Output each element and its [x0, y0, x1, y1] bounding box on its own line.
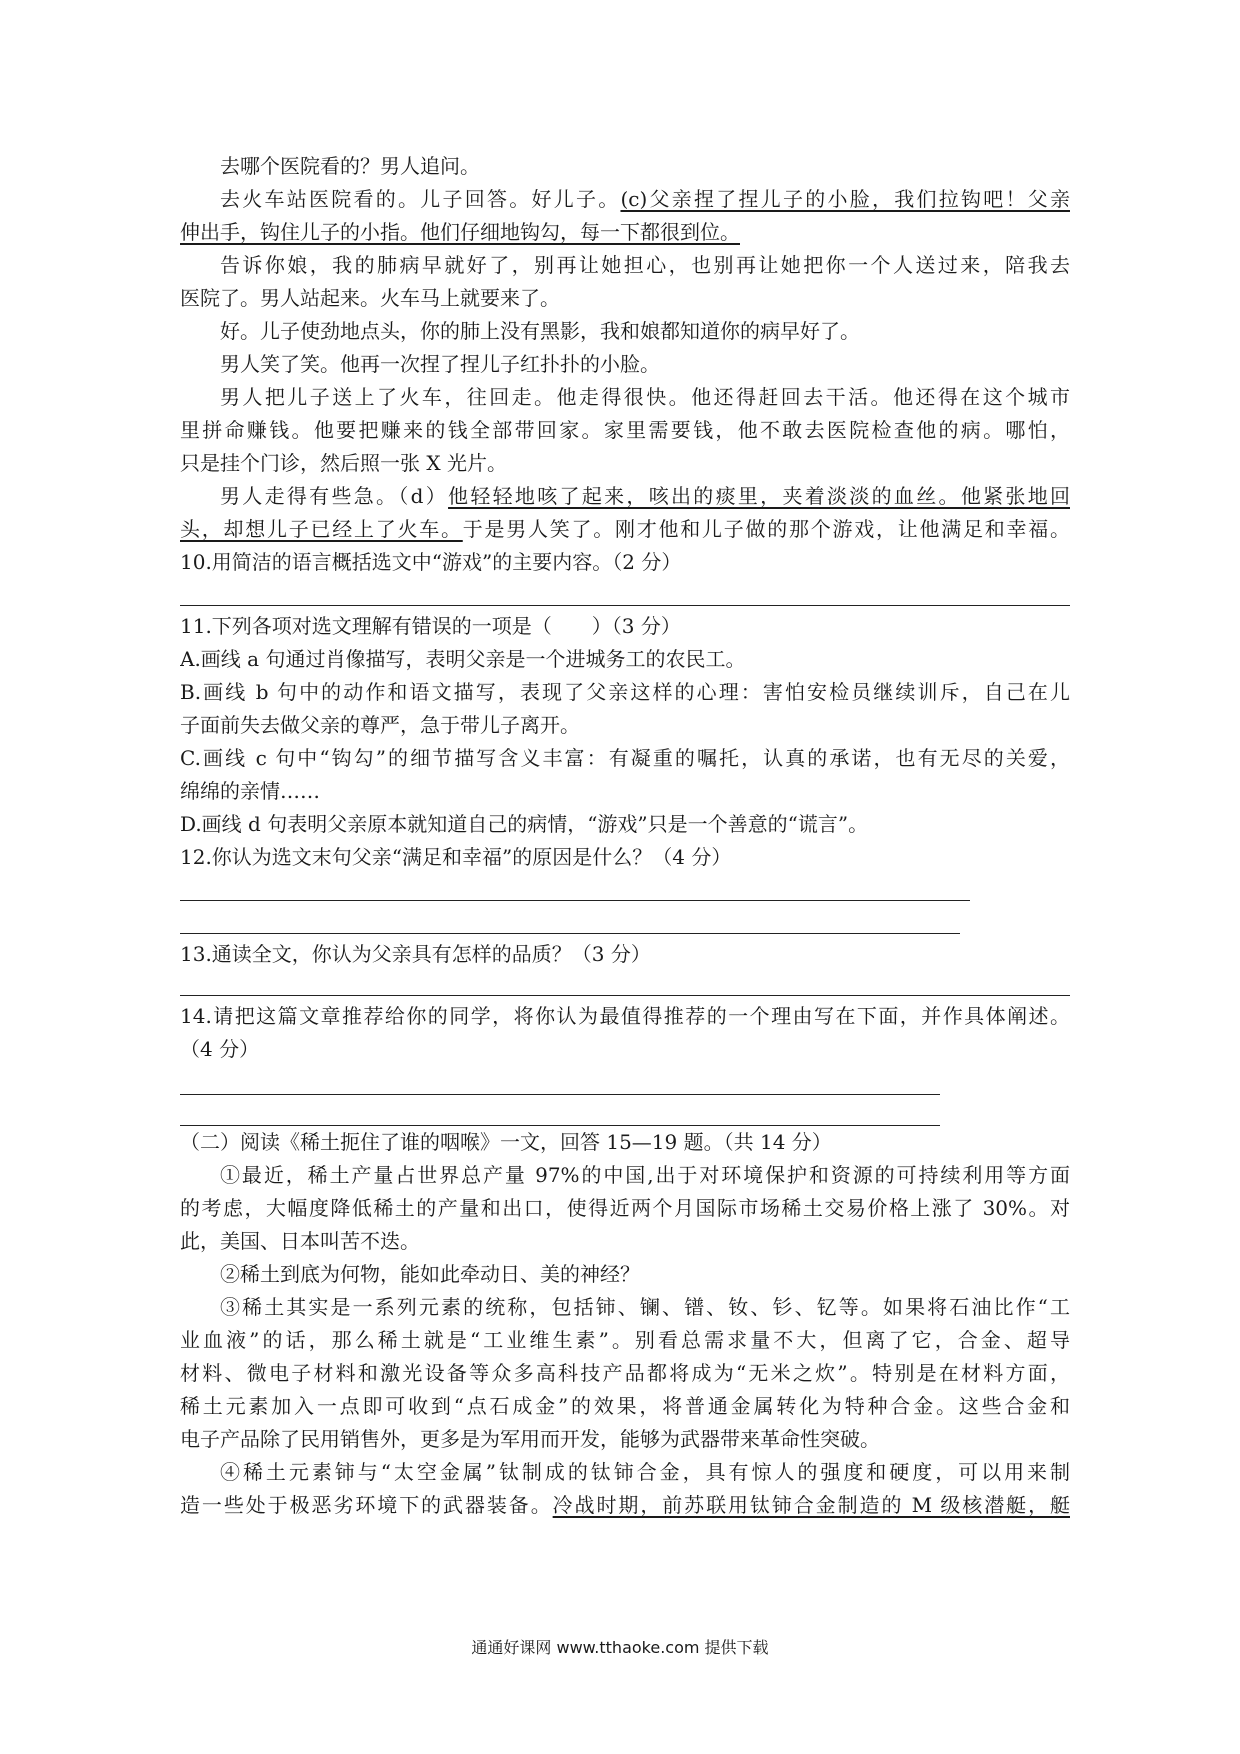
- text: 男人走得有些急。（d）: [220, 484, 449, 508]
- paragraph-line: [180, 183, 1070, 216]
- text: 里拼命赚钱。他要把赚来的钱全部带回家。家里需要钱，他不敢去医院检查他的病。哪怕，: [180, 418, 1070, 442]
- page-footer: 通通好课网 www.tthaoke.com 提供下载: [471, 1638, 769, 1657]
- text: C.画线 c 句中“钩勾”的细节描写含义丰富：有凝重的嘱托，认真的承诺，也有无尽的关爱，: [180, 746, 1070, 770]
- text: 13.通读全文，你认为父亲具有怎样的品质？（3 分）: [180, 942, 651, 966]
- text: 10.用简洁的语言概括选文中“游戏”的主要内容。（2 分）: [180, 550, 682, 574]
- paragraph-line: [180, 1291, 1070, 1324]
- underlined-sentence: 冷战时期，前苏联用钛铈合金制造的 M 级核潜艇，艇: [552, 1493, 1070, 1517]
- text: 去火车站医院看的。儿子回答。好儿子。: [220, 187, 621, 211]
- text: 的考虑，大幅度降低稀土的产量和出口，使得近两个月国际市场稀土交易价格上涨了 30%。对: [180, 1196, 1070, 1220]
- text: 于是男人笑了。刚才他和儿子做的那个游戏，让他满足和幸福。: [462, 517, 1070, 541]
- text: 告诉你娘，我的肺病早就好了，别再让她担心，也别再让她把你一个人送过来，陪我去: [220, 253, 1070, 277]
- question-14: [180, 1033, 1070, 1066]
- text: 此，美国、日本叫苦不迭。: [180, 1229, 420, 1253]
- text: 稀土元素加入一点即可收到“点石成金”的效果，将普通金属转化为特种合金。这些合金和: [180, 1394, 1070, 1418]
- paragraph-line: [180, 381, 1070, 414]
- question-14: [180, 1000, 1070, 1033]
- underlined-sentence-c: 伸出手，钩住儿子的小指。他们仔细地钩勾，每一下都很到位。: [180, 220, 740, 244]
- text: ④稀土元素铈与“太空金属”钛制成的钛铈合金，具有惊人的强度和硬度，可以用来制: [220, 1460, 1070, 1484]
- text: 医院了。男人站起来。火车马上就要来了。: [180, 286, 560, 310]
- text: （二）阅读《稀土扼住了谁的咽喉》一文，回答 15—19 题。（共 14 分）: [180, 1130, 832, 1154]
- paragraph-line: [180, 282, 1070, 315]
- option-b: [180, 709, 1070, 742]
- question-12: [180, 841, 1070, 874]
- question-11: [180, 610, 1070, 643]
- paragraph-line: [180, 150, 1070, 183]
- paragraph-line: [180, 480, 1070, 513]
- paragraph-line: [180, 1258, 1070, 1291]
- underlined-sentence-d: 他轻轻地咳了起来，咳出的痰里，夹着淡淡的血丝。他紧张地回: [448, 484, 1070, 508]
- text: A.画线 a 句通过肖像描写，表明父亲是一个进城务工的农民工。: [180, 647, 746, 671]
- paragraph-line: [180, 1192, 1070, 1225]
- paragraph-line: [180, 315, 1070, 348]
- text: 子面前失去做父亲的尊严，急于带儿子离开。: [180, 713, 580, 737]
- question-10: [180, 546, 1070, 579]
- text: ③稀土其实是一系列元素的统称，包括铈、镧、镨、钕、钐、钇等。如果将石油比作“工: [220, 1295, 1070, 1319]
- paragraph-line: [180, 1357, 1070, 1390]
- text: ①最近，稀土产量占世界总产量 97%的中国,出于对环境保护和资源的可持续利用等方面: [220, 1163, 1070, 1187]
- text: D.画线 d 句表明父亲原本就知道自己的病情，“游戏”只是一个善意的“谎言”。: [180, 812, 869, 836]
- text: （4 分）: [180, 1037, 260, 1061]
- option-c: [180, 775, 1070, 808]
- option-d: [180, 808, 1070, 841]
- text: 造一些处于极恶劣环境下的武器装备。: [180, 1493, 553, 1517]
- text: 业血液”的话，那么稀土就是“工业维生素”。别看总需求量不大，但离了它，合金、超导: [180, 1328, 1070, 1352]
- text: 电子产品除了民用销售外，更多是为军用而开发，能够为武器带来革命性突破。: [180, 1427, 880, 1451]
- text: 男人把儿子送上了火车，往回走。他走得很快。他还得赶回去干活。他还得在这个城市: [220, 385, 1070, 409]
- text: 材料、微电子材料和激光设备等众多高科技产品都将成为“无米之炊”。特别是在材料方面，: [180, 1361, 1070, 1385]
- text: 11.下列各项对选文理解有错误的一项是（ ）（3 分）: [180, 614, 681, 638]
- paragraph-line: [180, 1456, 1070, 1489]
- text: 去哪个医院看的？男人追问。: [220, 154, 480, 178]
- underlined-sentence-d: 头，却想儿子已经上了火车。: [180, 517, 463, 541]
- option-c: [180, 742, 1070, 775]
- paragraph-line: [180, 216, 1070, 249]
- underlined-sentence-c: (c)父亲捏了捏儿子的小脸，我们拉钩吧！父亲: [620, 187, 1070, 211]
- option-a: [180, 643, 1070, 676]
- paragraph-line: [180, 414, 1070, 447]
- paragraph-line: [180, 1423, 1070, 1456]
- text: ②稀土到底为何物，能如此牵动日、美的神经？: [220, 1262, 640, 1286]
- paragraph-line: [180, 348, 1070, 381]
- question-13: [180, 938, 1070, 971]
- paragraph-line: [180, 447, 1070, 480]
- document-body: [180, 150, 1070, 1522]
- text: 只是挂个门诊，然后照一张 X 光片。: [180, 451, 507, 475]
- text: 12.你认为选文末句父亲“满足和幸福”的原因是什么？（4 分）: [180, 845, 732, 869]
- paragraph-line: [180, 1390, 1070, 1423]
- paragraph-line: [180, 1159, 1070, 1192]
- text: 14.请把这篇文章推荐给你的同学，将你认为最值得推荐的一个理由写在下面，并作具体阐述。: [180, 1004, 1070, 1028]
- paragraph-line: [180, 1324, 1070, 1357]
- paragraph-line: [180, 1489, 1070, 1522]
- paragraph-line: [180, 1225, 1070, 1258]
- text: 男人笑了笑。他再一次捏了捏儿子红扑扑的小脸。: [220, 352, 660, 376]
- paragraph-line: [180, 249, 1070, 282]
- text: 好。儿子使劲地点头，你的肺上没有黑影，我和娘都知道你的病早好了。: [220, 319, 860, 343]
- section-heading: [180, 1126, 1070, 1159]
- text: 绵绵的亲情……: [180, 779, 320, 803]
- paragraph-line: [180, 513, 1070, 546]
- option-b: [180, 676, 1070, 709]
- text: B.画线 b 句中的动作和语文描写，表现了父亲这样的心理：害怕安检员继续训斥，自己在儿: [180, 680, 1070, 704]
